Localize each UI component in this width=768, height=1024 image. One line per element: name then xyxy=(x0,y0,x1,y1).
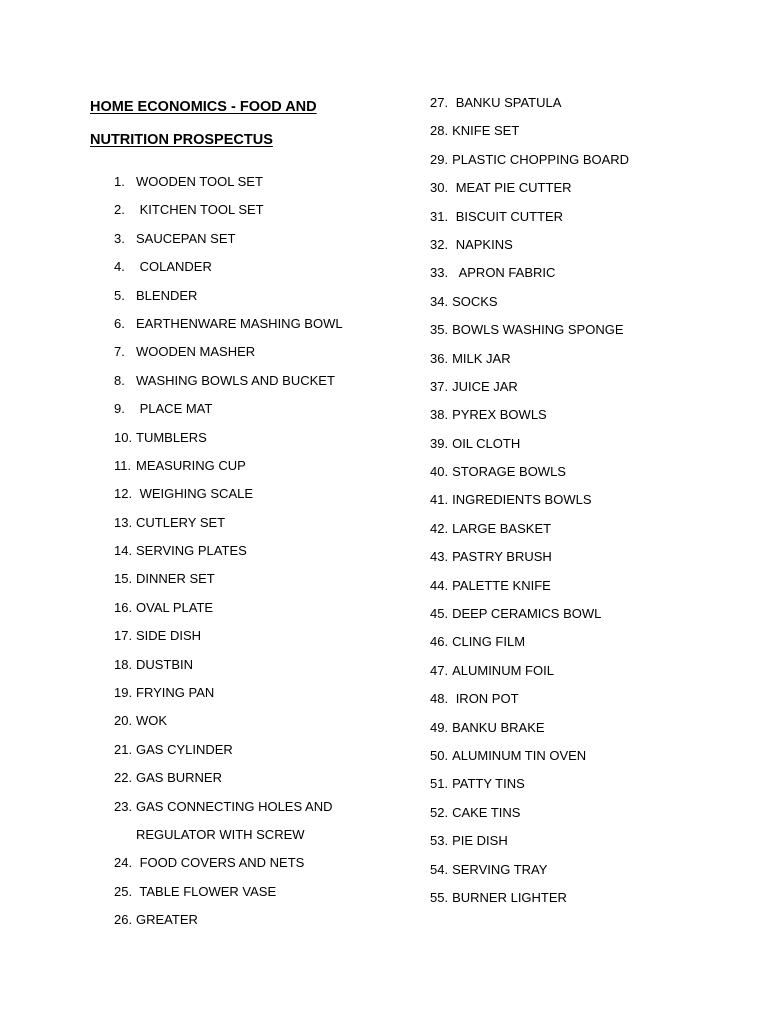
item-text: EARTHENWARE MASHING BOWL xyxy=(136,315,343,331)
item-number: 32. xyxy=(430,236,449,252)
item-number: 45. xyxy=(430,606,449,622)
item-text: MEAT PIE CUTTER xyxy=(452,180,572,196)
item-text: PATTY TINS xyxy=(452,776,525,792)
list-item xyxy=(430,488,750,516)
item-number: 43. xyxy=(430,549,449,565)
item-number: 20. xyxy=(114,713,133,729)
list-item xyxy=(114,255,414,283)
item-text: DINNER SET xyxy=(136,571,215,587)
item-text: CAKE TINS xyxy=(452,804,521,820)
item-number: 1. xyxy=(114,174,125,189)
item-number: 54. xyxy=(430,861,449,877)
item-text: OVAL PLATE xyxy=(136,599,214,615)
list-item xyxy=(114,482,414,510)
list-item xyxy=(114,567,414,595)
list-item xyxy=(430,602,750,630)
item-number: 25. xyxy=(114,883,133,899)
item-number: 2. xyxy=(114,202,125,218)
item-text: OIL CLOTH xyxy=(452,435,521,451)
item-text: PYREX BOWLS xyxy=(452,407,547,423)
item-number: 5. xyxy=(114,287,125,303)
list-item xyxy=(114,596,414,624)
item-text: PIE DISH xyxy=(452,833,508,849)
item-number: 39. xyxy=(430,435,449,451)
item-number: 4. xyxy=(114,259,125,275)
list-item xyxy=(430,347,750,375)
list-item xyxy=(430,148,750,176)
item-text: SAUCEPAN SET xyxy=(136,230,236,246)
list-item xyxy=(114,227,414,255)
item-text: COLANDER xyxy=(136,259,212,275)
item-number: 50. xyxy=(430,747,449,763)
list-item xyxy=(114,312,414,340)
item-number: 55. xyxy=(430,889,449,905)
list-item xyxy=(430,119,750,147)
item-number: 29. xyxy=(430,151,449,167)
list-item xyxy=(114,709,414,737)
item-number: 53. xyxy=(430,833,449,849)
list-item xyxy=(114,795,414,852)
item-text: BLENDER xyxy=(136,287,198,303)
item-text: DEEP CERAMICS BOWL xyxy=(452,606,602,622)
item-number: 51. xyxy=(430,776,449,792)
item-text: KNIFE SET xyxy=(452,123,520,139)
title-line-2: NUTRITION PROSPECTUS xyxy=(90,132,273,148)
item-number: 46. xyxy=(430,634,449,650)
item-number: 10. xyxy=(114,429,133,445)
item-number: 17. xyxy=(114,628,133,644)
list-item xyxy=(114,454,414,482)
item-number: 12. xyxy=(114,486,133,502)
item-number: 8. xyxy=(114,372,125,388)
item-number: 52. xyxy=(430,804,449,820)
item-number: 9. xyxy=(114,401,125,417)
list-item xyxy=(430,744,750,772)
item-text: CLING FILM xyxy=(452,634,526,650)
item-number: 28. xyxy=(430,123,449,139)
list-item xyxy=(430,574,750,602)
item-number: 38. xyxy=(430,407,449,423)
list-item xyxy=(114,511,414,539)
list-item xyxy=(114,284,414,312)
item-text: PLASTIC CHOPPING BOARD xyxy=(452,151,630,167)
item-text: WOODEN MASHER xyxy=(136,344,256,360)
list-item xyxy=(430,403,750,431)
item-number: 49. xyxy=(430,719,449,735)
item-text: GAS CYLINDER xyxy=(136,741,233,757)
item-text: BISCUIT CUTTER xyxy=(452,208,564,224)
list-item xyxy=(430,858,750,886)
item-number: 18. xyxy=(114,656,133,672)
item-number: 11. xyxy=(114,457,132,473)
list-item xyxy=(114,340,414,368)
item-text: SIDE DISH xyxy=(136,628,202,644)
item-text: BANKU SPATULA xyxy=(452,95,562,110)
item-number: 27. xyxy=(430,95,449,110)
list-item xyxy=(430,630,750,658)
item-number: 15. xyxy=(114,571,133,587)
item-text: WEIGHING SCALE xyxy=(136,486,254,502)
item-number: 22. xyxy=(114,770,133,786)
list-item xyxy=(430,261,750,289)
list-item xyxy=(114,539,414,567)
title-line-1: HOME ECONOMICS - FOOD AND xyxy=(90,99,317,115)
list-item xyxy=(430,460,750,488)
item-number: 14. xyxy=(114,543,133,559)
item-text: SOCKS xyxy=(452,293,498,309)
item-number: 3. xyxy=(114,230,125,246)
item-text: ALUMINUM TIN OVEN xyxy=(452,747,587,763)
item-text: LARGE BASKET xyxy=(452,520,552,536)
list-item xyxy=(430,233,750,261)
list-item xyxy=(114,170,414,198)
item-number: 26. xyxy=(114,912,133,928)
item-text: BANKU BRAKE xyxy=(452,719,545,735)
item-text: BOWLS WASHING SPONGE xyxy=(452,322,624,338)
list-item xyxy=(114,908,414,936)
list-item xyxy=(430,886,750,914)
item-number: 44. xyxy=(430,577,449,593)
item-text: STORAGE BOWLS xyxy=(452,464,566,480)
list-item xyxy=(114,766,414,794)
left-item-list xyxy=(114,170,414,937)
list-item xyxy=(430,91,750,119)
item-text: INGREDIENTS BOWLS xyxy=(452,492,592,508)
item-text: IRON POT xyxy=(452,691,519,707)
list-item xyxy=(430,829,750,857)
item-text: APRON FABRIC xyxy=(452,265,556,281)
list-item xyxy=(430,659,750,687)
item-text: DUSTBIN xyxy=(136,656,194,672)
list-item xyxy=(430,716,750,744)
item-text: SERVING TRAY xyxy=(452,861,548,877)
document-title xyxy=(90,91,390,157)
item-number: 33. xyxy=(430,265,449,281)
list-item xyxy=(430,375,750,403)
list-item xyxy=(114,198,414,226)
item-number: 36. xyxy=(430,350,449,366)
item-number: 34. xyxy=(430,293,449,309)
item-number: 19. xyxy=(114,685,133,701)
list-item xyxy=(114,369,414,397)
list-item xyxy=(430,801,750,829)
item-text: WOODEN TOOL SET xyxy=(136,174,263,189)
item-text: ALUMINUM FOIL xyxy=(452,662,554,678)
item-text: KITCHEN TOOL SET xyxy=(136,202,264,218)
item-number: 7. xyxy=(114,344,125,360)
list-item xyxy=(430,772,750,800)
item-number: 6. xyxy=(114,315,125,331)
list-item xyxy=(114,880,414,908)
list-item xyxy=(430,517,750,545)
item-number: 24. xyxy=(114,855,133,871)
list-item xyxy=(430,687,750,715)
item-text: BURNER LIGHTER xyxy=(452,889,567,905)
item-number: 23. xyxy=(114,798,133,814)
item-text: FRYING PAN xyxy=(136,685,215,701)
item-text: GAS CONNECTING HOLES AND REGULATOR WITH SCREW xyxy=(136,798,333,842)
item-number: 31. xyxy=(430,208,449,224)
list-item xyxy=(114,851,414,879)
item-text: PLACE MAT xyxy=(136,401,213,417)
item-number: 42. xyxy=(430,520,449,536)
item-text: TUMBLERS xyxy=(136,429,207,445)
item-number: 35. xyxy=(430,322,449,338)
list-item xyxy=(114,397,414,425)
item-number: 41. xyxy=(430,492,449,508)
list-item xyxy=(114,653,414,681)
item-text: SERVING PLATES xyxy=(136,543,247,559)
list-item xyxy=(430,318,750,346)
item-text: WOK xyxy=(136,713,168,729)
list-item xyxy=(430,545,750,573)
item-text: JUICE JAR xyxy=(452,378,518,394)
item-text: MEASURING CUP xyxy=(136,457,246,473)
item-text: NAPKINS xyxy=(452,236,513,252)
list-item xyxy=(430,176,750,204)
list-item xyxy=(114,738,414,766)
item-number: 40. xyxy=(430,464,449,480)
list-item xyxy=(430,290,750,318)
item-number: 21. xyxy=(114,741,133,757)
list-item xyxy=(114,426,414,454)
item-text: MILK JAR xyxy=(452,350,511,366)
item-text: WASHING BOWLS AND BUCKET xyxy=(136,372,335,388)
item-text: FOOD COVERS AND NETS xyxy=(136,855,305,871)
item-text: GREATER xyxy=(136,912,198,928)
item-number: 48. xyxy=(430,691,449,707)
list-item xyxy=(114,624,414,652)
item-text: TABLE FLOWER VASE xyxy=(136,883,277,899)
item-number: 16. xyxy=(114,599,133,615)
item-number: 47. xyxy=(430,662,449,678)
item-text: PALETTE KNIFE xyxy=(452,577,551,593)
item-number: 30. xyxy=(430,180,449,196)
list-item xyxy=(114,681,414,709)
item-number: 13. xyxy=(114,514,133,530)
list-item xyxy=(430,432,750,460)
right-item-list xyxy=(430,91,750,914)
list-item xyxy=(430,205,750,233)
item-text: CUTLERY SET xyxy=(136,514,226,530)
item-number: 37. xyxy=(430,378,449,394)
item-text: PASTRY BRUSH xyxy=(452,549,552,565)
item-text: GAS BURNER xyxy=(136,770,222,786)
